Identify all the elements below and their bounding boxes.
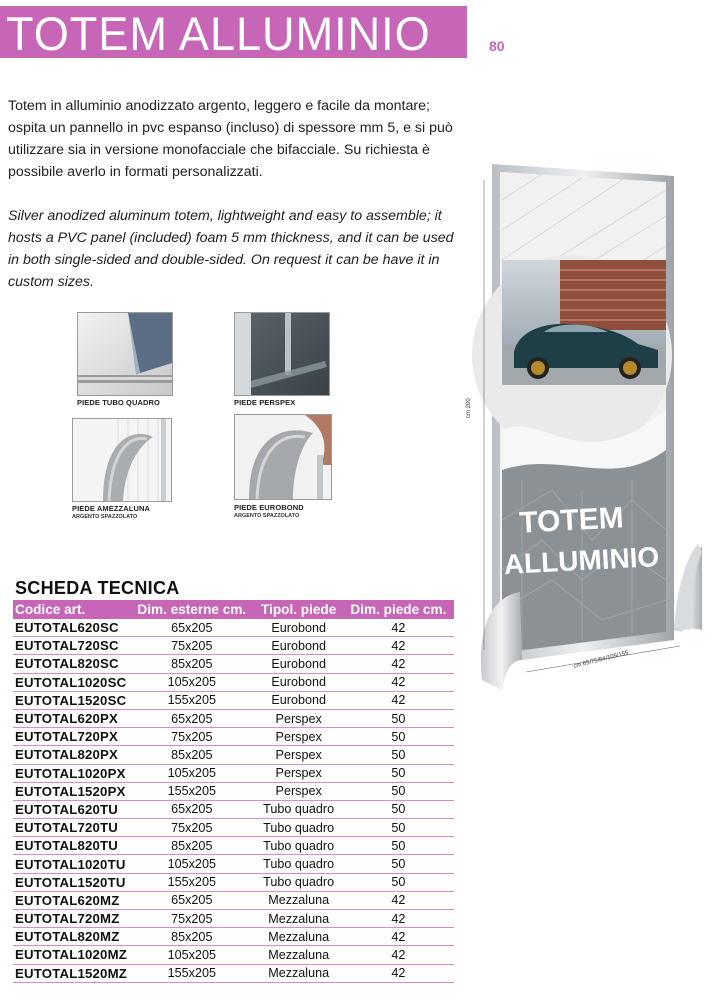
spec-sheet-title: SCHEDA TECNICA — [15, 578, 180, 598]
title-band — [0, 6, 467, 58]
cell-code: EUTOTAL720PX — [13, 728, 129, 746]
panel-text-line1: TOTEM — [518, 501, 625, 540]
cell-code: EUTOTAL620SC — [13, 619, 129, 637]
cell-foot-dimension: 50 — [343, 746, 454, 764]
table-row — [13, 946, 454, 964]
height-dimension-label: cm 200 — [466, 398, 472, 418]
cell-outer-dimensions: 105x205 — [129, 673, 255, 691]
spec-table-header — [13, 600, 454, 619]
cell-foot-type: Eurobond — [255, 619, 343, 637]
cell-foot-type: Mezzaluna — [255, 910, 343, 928]
cell-code: EUTOTAL1520PX — [13, 782, 129, 800]
cell-code: EUTOTAL620MZ — [13, 891, 129, 909]
cell-code: EUTOTAL820SC — [13, 655, 129, 673]
cell-foot-dimension: 50 — [343, 819, 454, 837]
totem-product-image — [462, 160, 702, 700]
cell-code: EUTOTAL620TU — [13, 800, 129, 818]
cell-outer-dimensions: 75x205 — [129, 910, 255, 928]
foot-photo-mezzaluna — [72, 418, 172, 502]
header-foot-type: Tipol. piede — [255, 600, 343, 619]
table-row — [13, 673, 454, 691]
table-row — [13, 837, 454, 855]
cell-outer-dimensions: 85x205 — [129, 928, 255, 946]
table-row — [13, 691, 454, 709]
cell-foot-dimension: 50 — [343, 764, 454, 782]
foot-caption-3-sub: ARGENTO SPAZZOLATO — [72, 514, 138, 520]
spec-table-body — [13, 619, 454, 982]
cell-foot-dimension: 42 — [343, 655, 454, 673]
foot-photo-tubo-quadro — [77, 312, 173, 396]
cell-foot-type: Tubo quadro — [255, 873, 343, 891]
cell-foot-type: Mezzaluna — [255, 891, 343, 909]
cell-code: EUTOTAL1020PX — [13, 764, 129, 782]
cell-foot-dimension: 42 — [343, 891, 454, 909]
foot-photo-perspex — [234, 312, 330, 396]
cell-foot-type: Perspex — [255, 709, 343, 727]
cell-foot-dimension: 50 — [343, 873, 454, 891]
cell-outer-dimensions: 75x205 — [129, 637, 255, 655]
table-row — [13, 764, 454, 782]
cell-outer-dimensions: 85x205 — [129, 837, 255, 855]
cell-foot-type: Eurobond — [255, 637, 343, 655]
cell-foot-dimension: 50 — [343, 837, 454, 855]
foot-caption-2: PIEDE PERSPEX — [234, 398, 296, 407]
cell-foot-dimension: 42 — [343, 964, 454, 982]
table-row — [13, 910, 454, 928]
cell-outer-dimensions: 155x205 — [129, 782, 255, 800]
panel-text-line2: ALLUMINIO — [503, 540, 660, 581]
table-row — [13, 728, 454, 746]
cell-outer-dimensions: 75x205 — [129, 728, 255, 746]
cell-outer-dimensions: 65x205 — [129, 709, 255, 727]
cell-foot-dimension: 50 — [343, 728, 454, 746]
cell-foot-type: Tubo quadro — [255, 837, 343, 855]
table-row — [13, 619, 454, 637]
table-row — [13, 800, 454, 818]
cell-outer-dimensions: 155x205 — [129, 691, 255, 709]
table-row — [13, 855, 454, 873]
foot-caption-1: PIEDE TUBO QUADRO — [77, 398, 160, 407]
table-row — [13, 819, 454, 837]
cell-code: EUTOTAL1020SC — [13, 673, 129, 691]
cell-foot-dimension: 42 — [343, 691, 454, 709]
cell-code: EUTOTAL720SC — [13, 637, 129, 655]
page-title: TOTEM ALLUMINIO — [6, 7, 431, 60]
cell-outer-dimensions: 65x205 — [129, 619, 255, 637]
cell-code: EUTOTAL720TU — [13, 819, 129, 837]
cell-foot-type: Perspex — [255, 746, 343, 764]
cell-code: EUTOTAL820MZ — [13, 928, 129, 946]
foot-photo-eurobond — [234, 414, 332, 500]
cell-code: EUTOTAL820TU — [13, 837, 129, 855]
cell-foot-type: Eurobond — [255, 673, 343, 691]
table-row — [13, 637, 454, 655]
cell-outer-dimensions: 105x205 — [129, 764, 255, 782]
cell-foot-dimension: 50 — [343, 800, 454, 818]
cell-code: EUTOTAL1520MZ — [15, 965, 128, 981]
cell-foot-dimension: 42 — [343, 946, 454, 964]
cell-outer-dimensions: 155x205 — [129, 873, 255, 891]
cell-foot-dimension: 42 — [343, 637, 454, 655]
cell-code: EUTOTAL720MZ — [13, 910, 129, 928]
table-row — [13, 891, 454, 909]
cell-outer-dimensions: 155x205 — [129, 964, 255, 982]
cell-foot-dimension: 50 — [343, 782, 454, 800]
spec-table — [13, 600, 454, 983]
cell-foot-dimension: 50 — [343, 855, 454, 873]
cell-outer-dimensions: 75x205 — [129, 819, 255, 837]
cell-foot-dimension: 42 — [343, 910, 454, 928]
header-foot-dimension: Dim. piede cm. — [343, 600, 454, 619]
cell-code: EUTOTAL620PX — [13, 709, 129, 727]
cell-foot-type: Perspex — [255, 782, 343, 800]
cell-foot-type: Mezzaluna — [255, 964, 343, 982]
foot-caption-4-sub: ARGENTO SPAZZOLATO — [234, 513, 300, 519]
cell-outer-dimensions: 65x205 — [129, 891, 255, 909]
cell-foot-dimension: 42 — [343, 673, 454, 691]
cell-foot-type: Eurobond — [255, 655, 343, 673]
cell-code: EUTOTAL1020MZ — [15, 947, 128, 963]
cell-foot-type: Eurobond — [255, 691, 343, 709]
header-outer-dimensions: Dim. esterne cm. — [129, 600, 255, 619]
foot-caption-3: PIEDE AMEZZALUNA — [72, 504, 150, 513]
width-dimension-label: cm 65/75/84/105/155 — [573, 650, 630, 670]
cell-code: EUTOTAL1020TU — [13, 855, 129, 873]
cell-foot-type: Perspex — [255, 764, 343, 782]
page-number: 80 — [489, 38, 505, 54]
table-row — [13, 709, 454, 727]
cell-foot-type: Mezzaluna — [255, 928, 343, 946]
description-english: Silver anodized aluminum totem, lightweight and easy to assemble; it hosts a PVC panel (included) foam 5 mm thickness, and it can be used in both single-sided and double-sided. On request it can be have it in custom sizes. — [8, 208, 454, 290]
cell-foot-type: Perspex — [255, 728, 343, 746]
cell-code: EUTOTAL820PX — [13, 746, 129, 764]
cell-foot-type: Tubo quadro — [255, 855, 343, 873]
cell-outer-dimensions: 105x205 — [129, 946, 255, 964]
cell-outer-dimensions: 85x205 — [129, 746, 255, 764]
cell-foot-dimension: 42 — [343, 619, 454, 637]
table-row — [13, 746, 454, 764]
cell-outer-dimensions: 105x205 — [129, 855, 255, 873]
table-row — [13, 964, 454, 982]
table-row — [13, 655, 454, 673]
cell-foot-dimension: 50 — [343, 709, 454, 727]
cell-foot-type: Mezzaluna — [255, 946, 343, 964]
table-row — [13, 782, 454, 800]
cell-code: EUTOTAL1520SC — [13, 691, 129, 709]
cell-code: EUTOTAL1520TU — [13, 873, 129, 891]
cell-foot-dimension: 42 — [343, 928, 454, 946]
cell-foot-type: Tubo quadro — [255, 800, 343, 818]
cell-outer-dimensions: 65x205 — [129, 800, 255, 818]
description-italian: Totem in alluminio anodizzato argento, leggero e facile da montare; ospita un pannello in pvc espanso (incluso) di spessore mm 5, e si può utilizzare sia in versione monofacciale che bifacciale. Su richiesta è possibile averlo in formati personalizzati. — [8, 98, 453, 180]
cell-outer-dimensions: 85x205 — [129, 655, 255, 673]
header-code: Codice art. — [13, 600, 129, 619]
foot-caption-4: PIEDE EUROBOND — [234, 503, 304, 512]
table-row — [13, 873, 454, 891]
cell-foot-type: Tubo quadro — [255, 819, 343, 837]
table-row — [13, 928, 454, 946]
